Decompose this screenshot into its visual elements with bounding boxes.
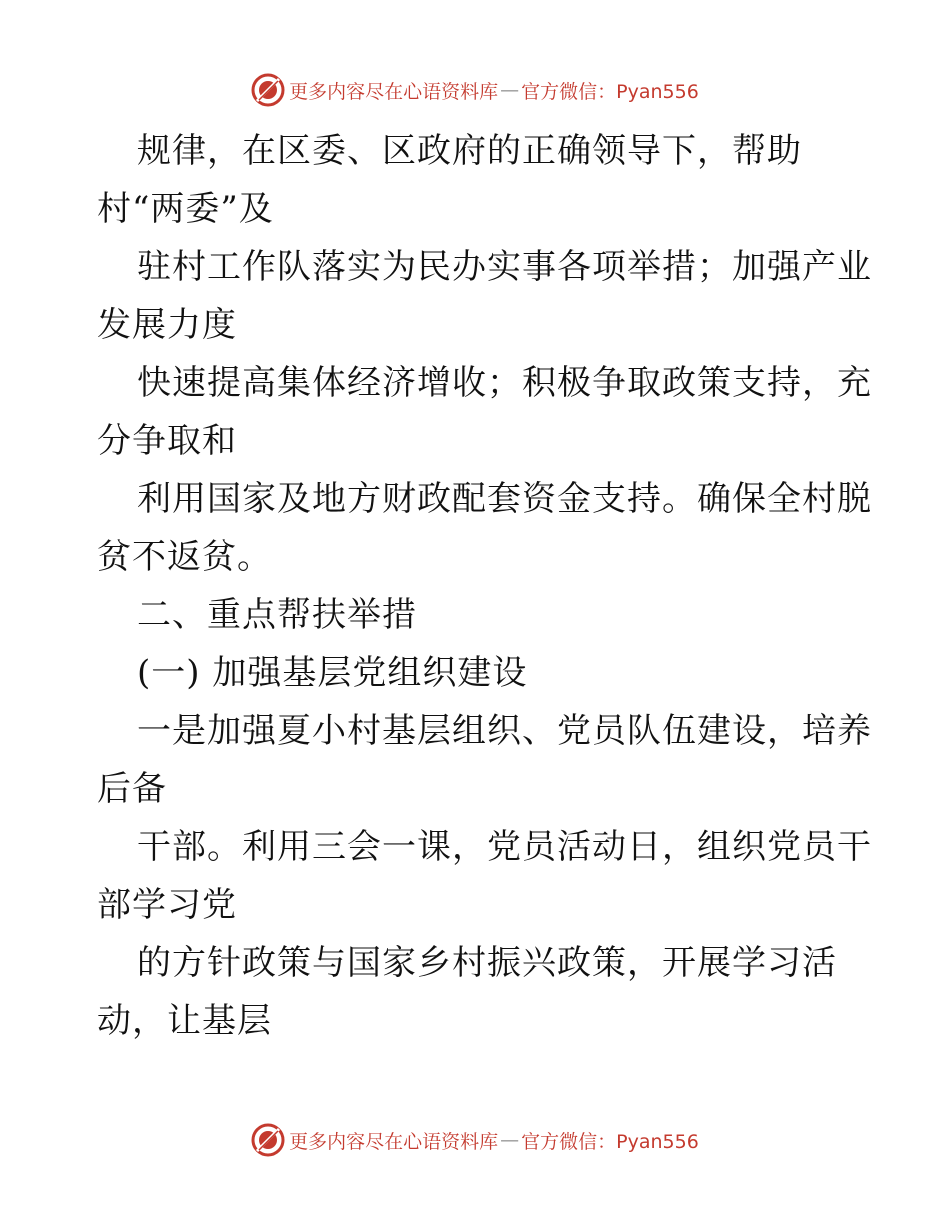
text-line: 部学习党: [97, 885, 237, 925]
text-line: 二、重点帮扶举措: [137, 595, 417, 635]
watermark-brand: 更多内容尽在心语资料库: [289, 80, 499, 103]
text-line: 干部。利用三会一课，党员活动日，组织党员干: [137, 827, 872, 867]
text-line: 规律，在区委、区政府的正确领导下，帮助: [137, 131, 802, 171]
brand-logo-icon: [251, 73, 285, 107]
brand-logo-icon: [251, 1123, 285, 1157]
text-line: 村“两委”及: [97, 189, 274, 229]
text-line: 分争取和: [97, 421, 237, 461]
watermark-wechat: 官方微信：Pyan556: [521, 80, 699, 103]
document-body: [97, 122, 872, 1050]
watermark-separator: —: [500, 79, 520, 101]
text-line: 一是加强夏小村基层组织、党员队伍建设，培养: [137, 711, 872, 751]
text-line: 发展力度: [97, 305, 237, 345]
watermark-brand: 更多内容尽在心语资料库: [289, 1130, 499, 1153]
watermark-wechat: 官方微信：Pyan556: [521, 1130, 699, 1153]
text-line: 后备: [97, 769, 167, 809]
text-line: 的方针政策与国家乡村振兴政策，开展学习活: [137, 943, 837, 983]
header-watermark: [0, 70, 950, 110]
text-line: 利用国家及地方财政配套资金支持。确保全村脱: [137, 479, 872, 519]
text-line: 贫不返贫。: [97, 537, 272, 577]
text-line: (一) 加强基层党组织建设: [137, 653, 528, 693]
text-line: 快速提高集体经济增收；积极争取政策支持，充: [137, 363, 872, 403]
text-line: 驻村工作队落实为民办实事各项举措；加强产业: [137, 247, 872, 287]
text-line: 动，让基层: [97, 1001, 272, 1041]
footer-watermark: [0, 1120, 950, 1160]
watermark-separator: —: [500, 1129, 520, 1151]
